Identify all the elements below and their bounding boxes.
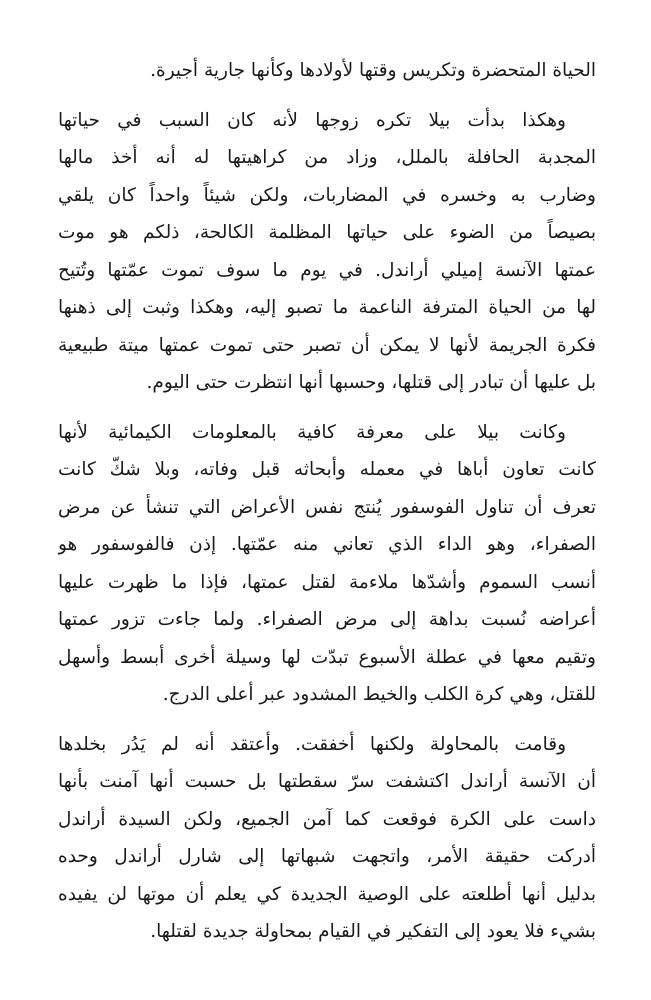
- text-line: أنسب السموم وأشدّها ملاءمة لقتل عمتها، فإذا ما ظهرت عليها: [58, 571, 596, 593]
- text-line: وهكذا بدأت بيلا تكره زوجها لأنه كان السبب في حياتها: [58, 109, 566, 131]
- paragraph: [58, 52, 596, 90]
- text-line: وتقيم معها في عطلة الأسبوع تبدّت لها وسيلة أخرى أبسط وأسهل: [58, 646, 596, 668]
- text-line: داست على الكرة فوقعت كما آمن الجميع، ولكن السيدة أراندل: [58, 808, 596, 830]
- text-line: الحياة المتحضرة وتكريس وقتها لأولادها وكأنها جارية أجيرة.: [150, 60, 596, 81]
- text-line: تعرف أن تناول الفوسفور يُنتج نفس الأعراض التي تنشأ عن مرض: [58, 496, 596, 518]
- text-line: بشيء فلا يعود إلى التفكير في القيام بمحاولة جديدة لقتلها.: [150, 921, 596, 942]
- text-line: بصيصاً من الضوء على حياتها المظلمة الكالحة، ذلكم هو موت: [58, 222, 596, 243]
- text-line: أن الآنسة أراندل اكتشفت سرّ سقطتها بل حسبت أنها آمنت بأنها: [58, 771, 596, 792]
- text-line: فكرة الجريمة لأنها لا يمكن أن تصبر حتى تموت عمتها ميتة طبيعية: [58, 334, 596, 356]
- paragraph: [58, 102, 596, 402]
- text-line: وضارب به وخسره في المضاربات، ولكن شيئاً واحداً كان يلقي: [58, 184, 596, 206]
- text-line: عمتها الآنسة إميلي أراندل. في يوم ما سوف تموت عمّتها وتُتيح: [58, 259, 596, 281]
- paragraph-gap: [58, 90, 596, 102]
- paragraph-gap: [58, 402, 596, 414]
- text-line: الصفراء، وهو الداء الذي تعاني منه عمّتها. إذن فالفوسفور هو: [58, 534, 596, 555]
- text-line: للقتل، وهي كرة الكلب والخيط المشدود عبر أعلى الدرج.: [162, 684, 596, 705]
- paragraph: [58, 414, 596, 714]
- paragraph-gap: [58, 714, 596, 726]
- book-page: [58, 52, 596, 951]
- paragraph: [58, 726, 596, 951]
- text-line: بدليل أنها أطلعته على الوصية الجديدة كي يعلم أن موتها لن يفيده: [58, 883, 596, 905]
- text-line: بل عليها أن تبادر إلى قتلها، وحسبها أنها انتظرت حتى اليوم.: [146, 372, 596, 393]
- text-line: لها من الحياة المترفة الناعمة ما تصبو إليه، وهكذا وثبت إلى ذهنها: [58, 297, 596, 318]
- text-line: وقامت بالمحاولة ولكنها أخفقت. وأعتقد أنه لم يَدُر بخلدها: [58, 733, 566, 755]
- text-line: وكانت بيلا على معرفة كافية بالمعلومات الكيمائية لأنها: [58, 421, 566, 443]
- text-line: المجدبة الحافلة بالملل، وزاد من كراهيتها له أنه أخذ مالها: [58, 147, 596, 168]
- text-line: أدركت حقيقة الأمر، واتجهت شبهاتها إلى شارل أراندل وحده: [58, 846, 596, 867]
- text-line: كانت تعاون أباها في معمله وأبحاثه قبل وفاته، وبلا شكّ كانت: [58, 459, 596, 480]
- text-line: أعراضه نُسبت بداهة إلى مرض الصفراء. ولما جاءت تزور عمتها: [58, 609, 596, 630]
